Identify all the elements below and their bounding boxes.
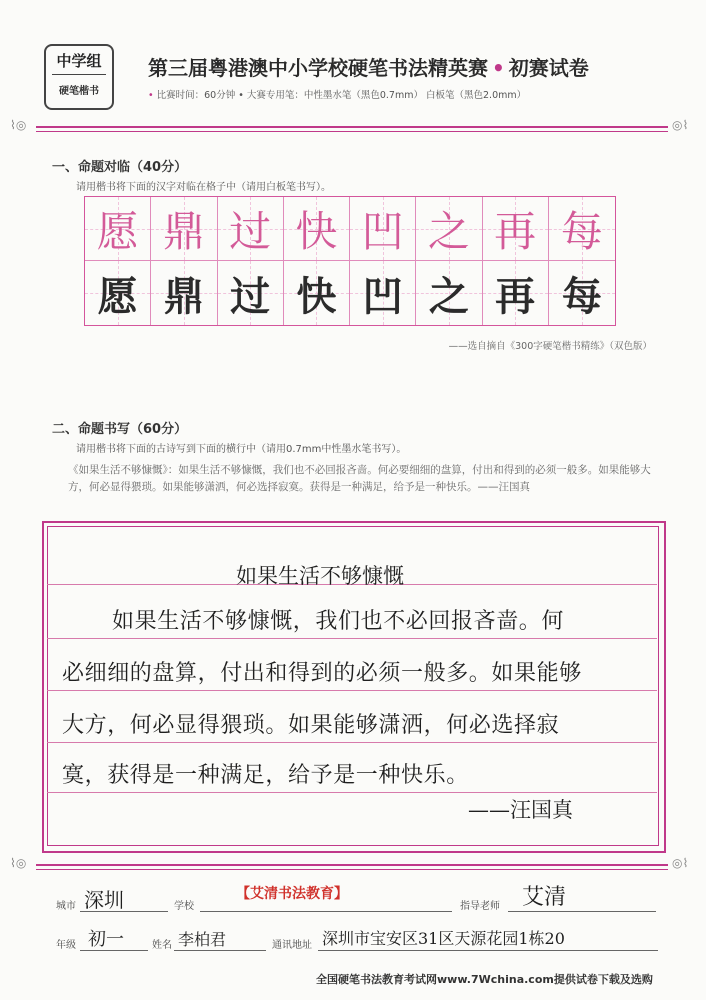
header-rule	[36, 126, 668, 128]
poem-passage: 《如果生活不够慷慨》：如果生活不够慷慨，我们也不必回报吝啬。何必要细细的盘算，付出和得到的必须一般多。如果能够大方，何必显得猥琐。如果能够潇洒，何必选择寂寞。获得是一种满足，给予是一种快乐。——汪国真	[68, 464, 651, 493]
model-char: 每	[560, 206, 603, 256]
teacher-underline	[508, 911, 656, 912]
section1-heading: 一、命题对临（40分）	[52, 160, 188, 175]
grid-cell-model	[218, 197, 284, 261]
badge-divider	[52, 74, 106, 75]
name-underline	[174, 950, 266, 951]
grid-cell-copy	[549, 261, 615, 325]
copied-char: 每	[561, 272, 602, 320]
header-rule-thin	[36, 131, 668, 132]
model-char: 凹	[361, 206, 404, 256]
grid-cell-copy	[416, 261, 482, 325]
ornament-right: ◎⌇	[672, 856, 689, 870]
grade-label: 年级	[56, 940, 76, 951]
grid-cell-copy	[151, 261, 217, 325]
teacher-value: 艾清	[522, 885, 567, 910]
answer-line: 大方，何必显得猥琐。如果能够潇洒，何必选择寂	[62, 713, 560, 738]
city-label: 城市	[56, 901, 76, 912]
writing-line	[47, 742, 657, 743]
name-value: 李柏君	[178, 930, 227, 949]
answer-title: 如果生活不够慷慨	[236, 564, 404, 588]
title-dot: •	[492, 56, 505, 80]
answer-line: 寞，获得是一种满足，给予是一种快乐。	[62, 763, 469, 788]
grid-cell-copy	[350, 261, 416, 325]
footer-website: 全国硬笔书法教育考试网www.7Wchina.com提供试卷下载及选购	[316, 973, 653, 986]
writing-line	[47, 638, 657, 639]
grid-cell-copy	[483, 261, 549, 325]
info-text: 比赛时间：60分钟 • 大赛专用笔：中性墨水笔（黑色0.7mm） 白板笔（黑色2.0mm）	[156, 90, 527, 101]
model-char: 快	[295, 206, 338, 256]
teacher-label: 指导老师	[460, 901, 500, 912]
model-char: 过	[229, 206, 272, 256]
copied-char: 凹	[362, 272, 403, 320]
model-char: 鼎	[162, 206, 205, 256]
grid-cell-model	[350, 197, 416, 261]
model-char: 愿	[96, 206, 139, 256]
copied-char: 之	[428, 272, 469, 320]
source-citation: ——选自摘自《300字硬笔楷书精练》（双色版）	[448, 341, 652, 352]
exam-info	[148, 87, 526, 101]
grade-underline	[80, 950, 148, 951]
title-sub: 初赛试卷	[508, 56, 589, 80]
footer-rule-thin	[36, 869, 668, 870]
address-underline	[318, 950, 658, 951]
copied-char: 再	[495, 272, 536, 320]
address-value: 深圳市宝安区31区天源花园1栋20	[322, 929, 565, 948]
section2-instruction: 请用楷书将下面的古诗写到下面的横行中（请用0.7mm中性墨水笔书写）。	[76, 444, 407, 455]
badge-top-text: 中学组	[56, 52, 102, 70]
answer-signature: ——汪国真	[468, 798, 573, 822]
answer-line: 必细细的盘算，付出和得到的必须一般多。如果能够	[62, 661, 582, 686]
model-char: 再	[494, 206, 537, 256]
copied-char: 鼎	[163, 272, 204, 320]
page-title	[148, 52, 589, 81]
school-label: 学校	[174, 901, 194, 912]
copied-char: 过	[230, 272, 271, 320]
section2-heading: 二、命题书写（60分）	[52, 422, 188, 437]
address-label: 通讯地址	[272, 940, 312, 951]
grid-cell-model	[284, 197, 350, 261]
section1-instruction: 请用楷书将下面的汉字对临在格子中（请用白板笔书写）。	[76, 182, 331, 193]
title-main: 第三届粤港澳中小学校硬笔书法精英赛	[148, 56, 488, 80]
footer-rule	[36, 864, 668, 866]
model-char: 之	[427, 206, 470, 256]
city-value: 深圳	[84, 888, 124, 912]
answer-line: 如果生活不够慷慨，我们也不必回报吝啬。何	[112, 609, 565, 634]
ornament-left: ⌇◎	[10, 118, 27, 132]
ornament-left: ⌇◎	[10, 856, 27, 870]
school-value: 【艾清书法教育】	[236, 886, 348, 902]
copied-char: 快	[296, 272, 337, 320]
grade-value: 初一	[88, 929, 124, 950]
grid-cell-model	[151, 197, 217, 261]
school-underline	[200, 911, 452, 912]
badge-bottom-text: 硬笔楷书	[59, 86, 99, 97]
grid-cell-model	[416, 197, 482, 261]
writing-line	[47, 690, 657, 691]
ornament-right: ◎⌇	[672, 118, 689, 132]
grid-cell-copy	[85, 261, 151, 325]
writing-line	[47, 792, 657, 793]
grid-cell-model	[483, 197, 549, 261]
name-label: 姓名	[152, 940, 172, 951]
info-dot: •	[148, 90, 154, 101]
group-badge	[44, 44, 114, 110]
copy-grid	[84, 196, 616, 326]
grid-cell-model	[85, 197, 151, 261]
copied-char: 愿	[97, 272, 138, 320]
city-underline	[80, 911, 168, 912]
grid-cell-copy	[284, 261, 350, 325]
grid-cell-copy	[218, 261, 284, 325]
grid-cell-model	[549, 197, 615, 261]
